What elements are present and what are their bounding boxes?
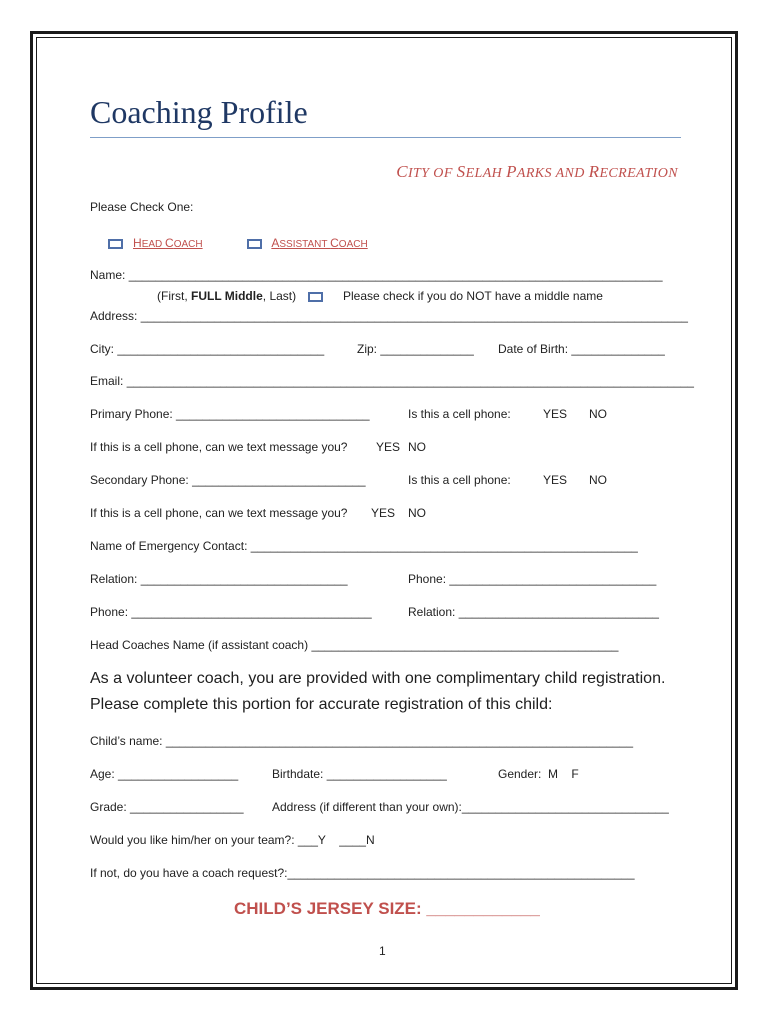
form-title: Coaching Profile: [90, 94, 308, 130]
primary-phone-field[interactable]: Primary Phone: _____________________________: [90, 407, 370, 421]
text-question-1: If this is a cell phone, can we text message you?: [90, 440, 348, 454]
city-field[interactable]: City: _______________________________: [90, 342, 325, 356]
assistant-coach-option[interactable]: [247, 236, 368, 250]
birthdate-field[interactable]: Birthdate: __________________: [272, 767, 447, 781]
child-address-field[interactable]: Address (if different than your own):_______________________________: [272, 800, 669, 814]
gender-m[interactable]: M: [548, 767, 559, 781]
email-field[interactable]: Email: _____________________________________________________________________________________: [90, 374, 694, 388]
text-no-1[interactable]: NO: [408, 440, 426, 454]
head-coach-name-field[interactable]: Head Coaches Name (if assistant coach) ______________________________________________: [90, 638, 619, 652]
team-question[interactable]: Would you like him/her on your team?: ___Y ____N: [90, 833, 375, 847]
cell-no-2[interactable]: NO: [589, 473, 607, 487]
cell-yes-1[interactable]: YES: [543, 407, 568, 421]
coach-request-field[interactable]: If not, do you have a coach request?:____________________________________________________: [90, 866, 635, 880]
text-no-2[interactable]: NO: [408, 506, 426, 520]
gender-field[interactable]: Gender: M F: [498, 767, 579, 781]
text-yes-2[interactable]: YES: [371, 506, 396, 520]
grade-field[interactable]: Grade: _________________: [90, 800, 244, 814]
secondary-phone-field[interactable]: Secondary Phone: __________________________: [90, 473, 366, 487]
head-coach-checkbox[interactable]: [108, 239, 123, 249]
text-yes-1[interactable]: YES: [376, 440, 401, 454]
organization-name: CITY OF SELAH PARKS AND RECREATION: [396, 162, 678, 181]
assistant-coach-label: ASSISTANT COACH: [271, 236, 368, 250]
check-one-label: Please Check One:: [90, 200, 194, 214]
age-field[interactable]: Age: __________________: [90, 767, 239, 781]
phone-field-1[interactable]: Phone: _______________________________: [408, 572, 657, 586]
gender-f[interactable]: F: [571, 767, 579, 781]
cell-question-2: Is this a cell phone:: [408, 473, 511, 487]
cell-no-1[interactable]: NO: [589, 407, 607, 421]
volunteer-note-line-2: Please complete this portion for accurate registration of this child:: [90, 696, 553, 713]
name-field[interactable]: Name: ________________________________________________________________________________: [90, 268, 663, 282]
child-name-field[interactable]: Child’s name: ______________________________________________________________________: [90, 734, 633, 748]
jersey-size-field[interactable]: CHILD’S JERSEY SIZE: ____________: [234, 899, 540, 918]
cell-yes-2[interactable]: YES: [543, 473, 568, 487]
relation-field-2[interactable]: Relation: ______________________________: [408, 605, 659, 619]
volunteer-note-line-1: As a volunteer coach, you are provided with one complimentary child registration.: [90, 670, 666, 687]
no-middle-name-checkbox[interactable]: [308, 292, 323, 302]
relation-field-1[interactable]: Relation: _______________________________: [90, 572, 348, 586]
title-divider: [90, 137, 681, 138]
no-middle-name-label: Please check if you do NOT have a middle name: [343, 289, 603, 303]
zip-field[interactable]: Zip: ______________: [357, 342, 474, 356]
phone-field-2[interactable]: Phone: ____________________________________: [90, 605, 372, 619]
emergency-contact-field[interactable]: Name of Emergency Contact: __________________________________________________________: [90, 539, 638, 553]
head-coach-option[interactable]: [108, 236, 203, 250]
text-question-2: If this is a cell phone, can we text message you?: [90, 506, 348, 520]
address-field[interactable]: Address: __________________________________________________________________________________: [90, 309, 688, 323]
page-number: 1: [379, 944, 386, 958]
assistant-coach-checkbox[interactable]: [247, 239, 262, 249]
dob-field[interactable]: Date of Birth: ______________: [498, 342, 665, 356]
head-coach-label: HEAD COACH: [133, 236, 203, 250]
cell-question-1: Is this a cell phone:: [408, 407, 511, 421]
no-middle-name-option[interactable]: [308, 289, 603, 303]
name-hint: (First, FULL Middle, Last): [157, 289, 297, 303]
